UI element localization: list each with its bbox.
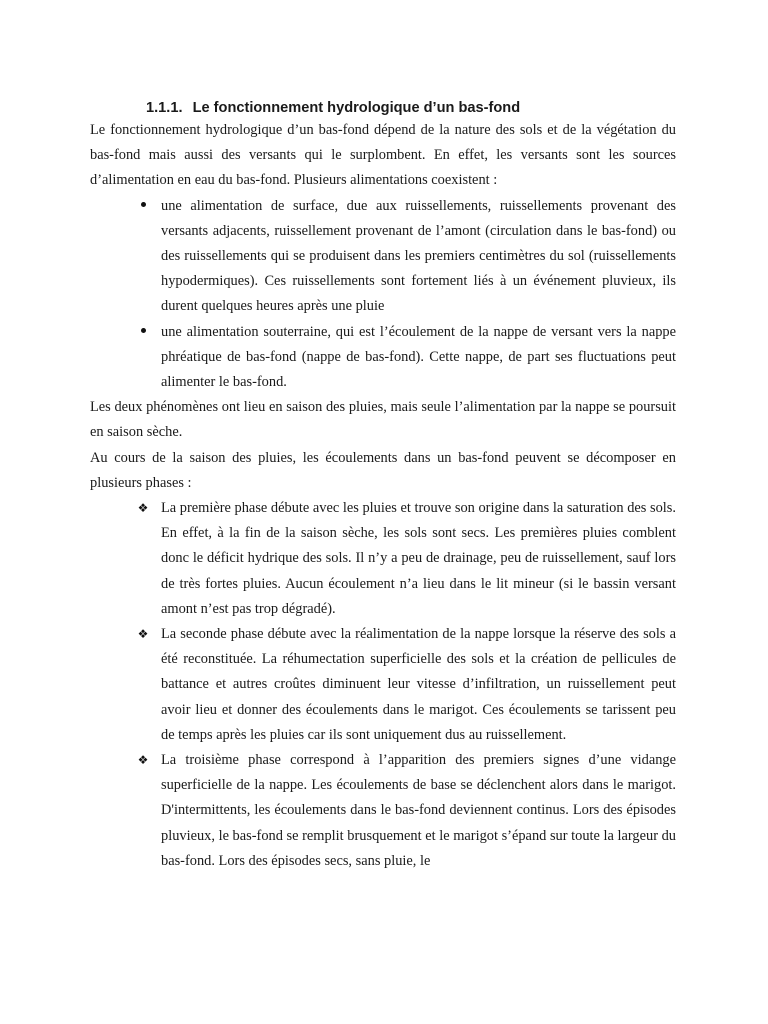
list-item xyxy=(90,496,676,622)
list-item xyxy=(90,748,676,874)
diamond-bullet-icon: ❖ xyxy=(137,753,149,768)
section-number: 1.1.1. xyxy=(146,100,183,116)
section-heading xyxy=(146,99,676,117)
list-item-text: une alimentation souterraine, qui est l’écoulement de la nappe de versant vers la nappe phréatique de bas-fond (nappe de bas-fond). Cette nappe, de part ses fluctuations peut alimenter le bas-fond. xyxy=(161,323,676,391)
list-item-text: une alimentation de surface, due aux ruissellements, ruissellements provenant des versants adjacents, ruissellement provenant de l’amont (circulation dans le bas-fond) ou des ruissellements qui se produisent dans les premiers centimètres du sol (ruissellements hypodermiques). Ces ruissellements sont fortement liés à un événement pluvieux, ils durent quelques heures après une pluie xyxy=(161,197,676,315)
diamond-bullet-icon: ❖ xyxy=(137,501,149,516)
document-page xyxy=(90,99,676,874)
list-item-text: La troisième phase correspond à l’apparition des premiers signes d’une vidange superficielle de la nappe. Les écoulements de base se déclenchent alors dans le marigot. D'intermittents, les écoulements dans le bas-fond deviennent continus. Lors des épisodes pluvieux, le bas-fond se remplit brusquement et le marigot s’épand sur toute la largeur du bas-fond. Lors des épisodes secs, sans pluie, le xyxy=(161,752,676,869)
bullet-icon xyxy=(136,320,150,345)
list-item-text: La seconde phase débute avec la réalimentation de la nappe lorsque la réserve des sols a été reconstituée. La réhumectation superficielle des sols et la création de pellicules de battance et autres croûtes diminuent leur vitesse d’infiltration, un ruissellement peut avoir lieu et donner des écoulements dans le marigot. Ces écoulements se tarissent peu de temps après les pluies car ils sont uniquement dus au ruissellement. xyxy=(161,626,676,743)
alimentation-list xyxy=(90,194,676,396)
phases-intro-paragraph: Au cours de la saison des pluies, les écoulements dans un bas-fond peuvent se décomposer en plusieurs phases : xyxy=(90,449,676,491)
section-title: Le fonctionnement hydrologique d’un bas-fond xyxy=(192,100,521,116)
bullet-icon xyxy=(136,194,150,219)
list-item xyxy=(90,320,676,396)
intro-paragraph: Le fonctionnement hydrologique d’un bas-fond dépend de la nature des sols et de la végétation du bas-fond mais aussi des versants qui le surplombent. En effet, les versants sont les sources d’alimentation en eau du bas-fond. Plusieurs alimentations coexistent : xyxy=(90,122,676,189)
seasons-paragraph: Les deux phénomènes ont lieu en saison des pluies, mais seule l’alimentation par la nappe se poursuit en saison sèche. xyxy=(90,399,676,441)
diamond-bullet-icon: ❖ xyxy=(137,627,149,642)
list-item-text: La première phase débute avec les pluies et trouve son origine dans la saturation des sols. En effet, à la fin de la saison sèche, les sols sont secs. Les premières pluies comblent donc le déficit hydrique des sols. Il n’y a peu de drainage, peu de ruissellement, sauf lors de très fortes pluies. Aucun écoulement n’a lieu dans le lit mineur (si le bassin versant amont n’est pas trop dégradé). xyxy=(161,500,676,617)
list-item xyxy=(90,194,676,320)
list-item xyxy=(90,622,676,748)
phases-list xyxy=(90,496,676,874)
